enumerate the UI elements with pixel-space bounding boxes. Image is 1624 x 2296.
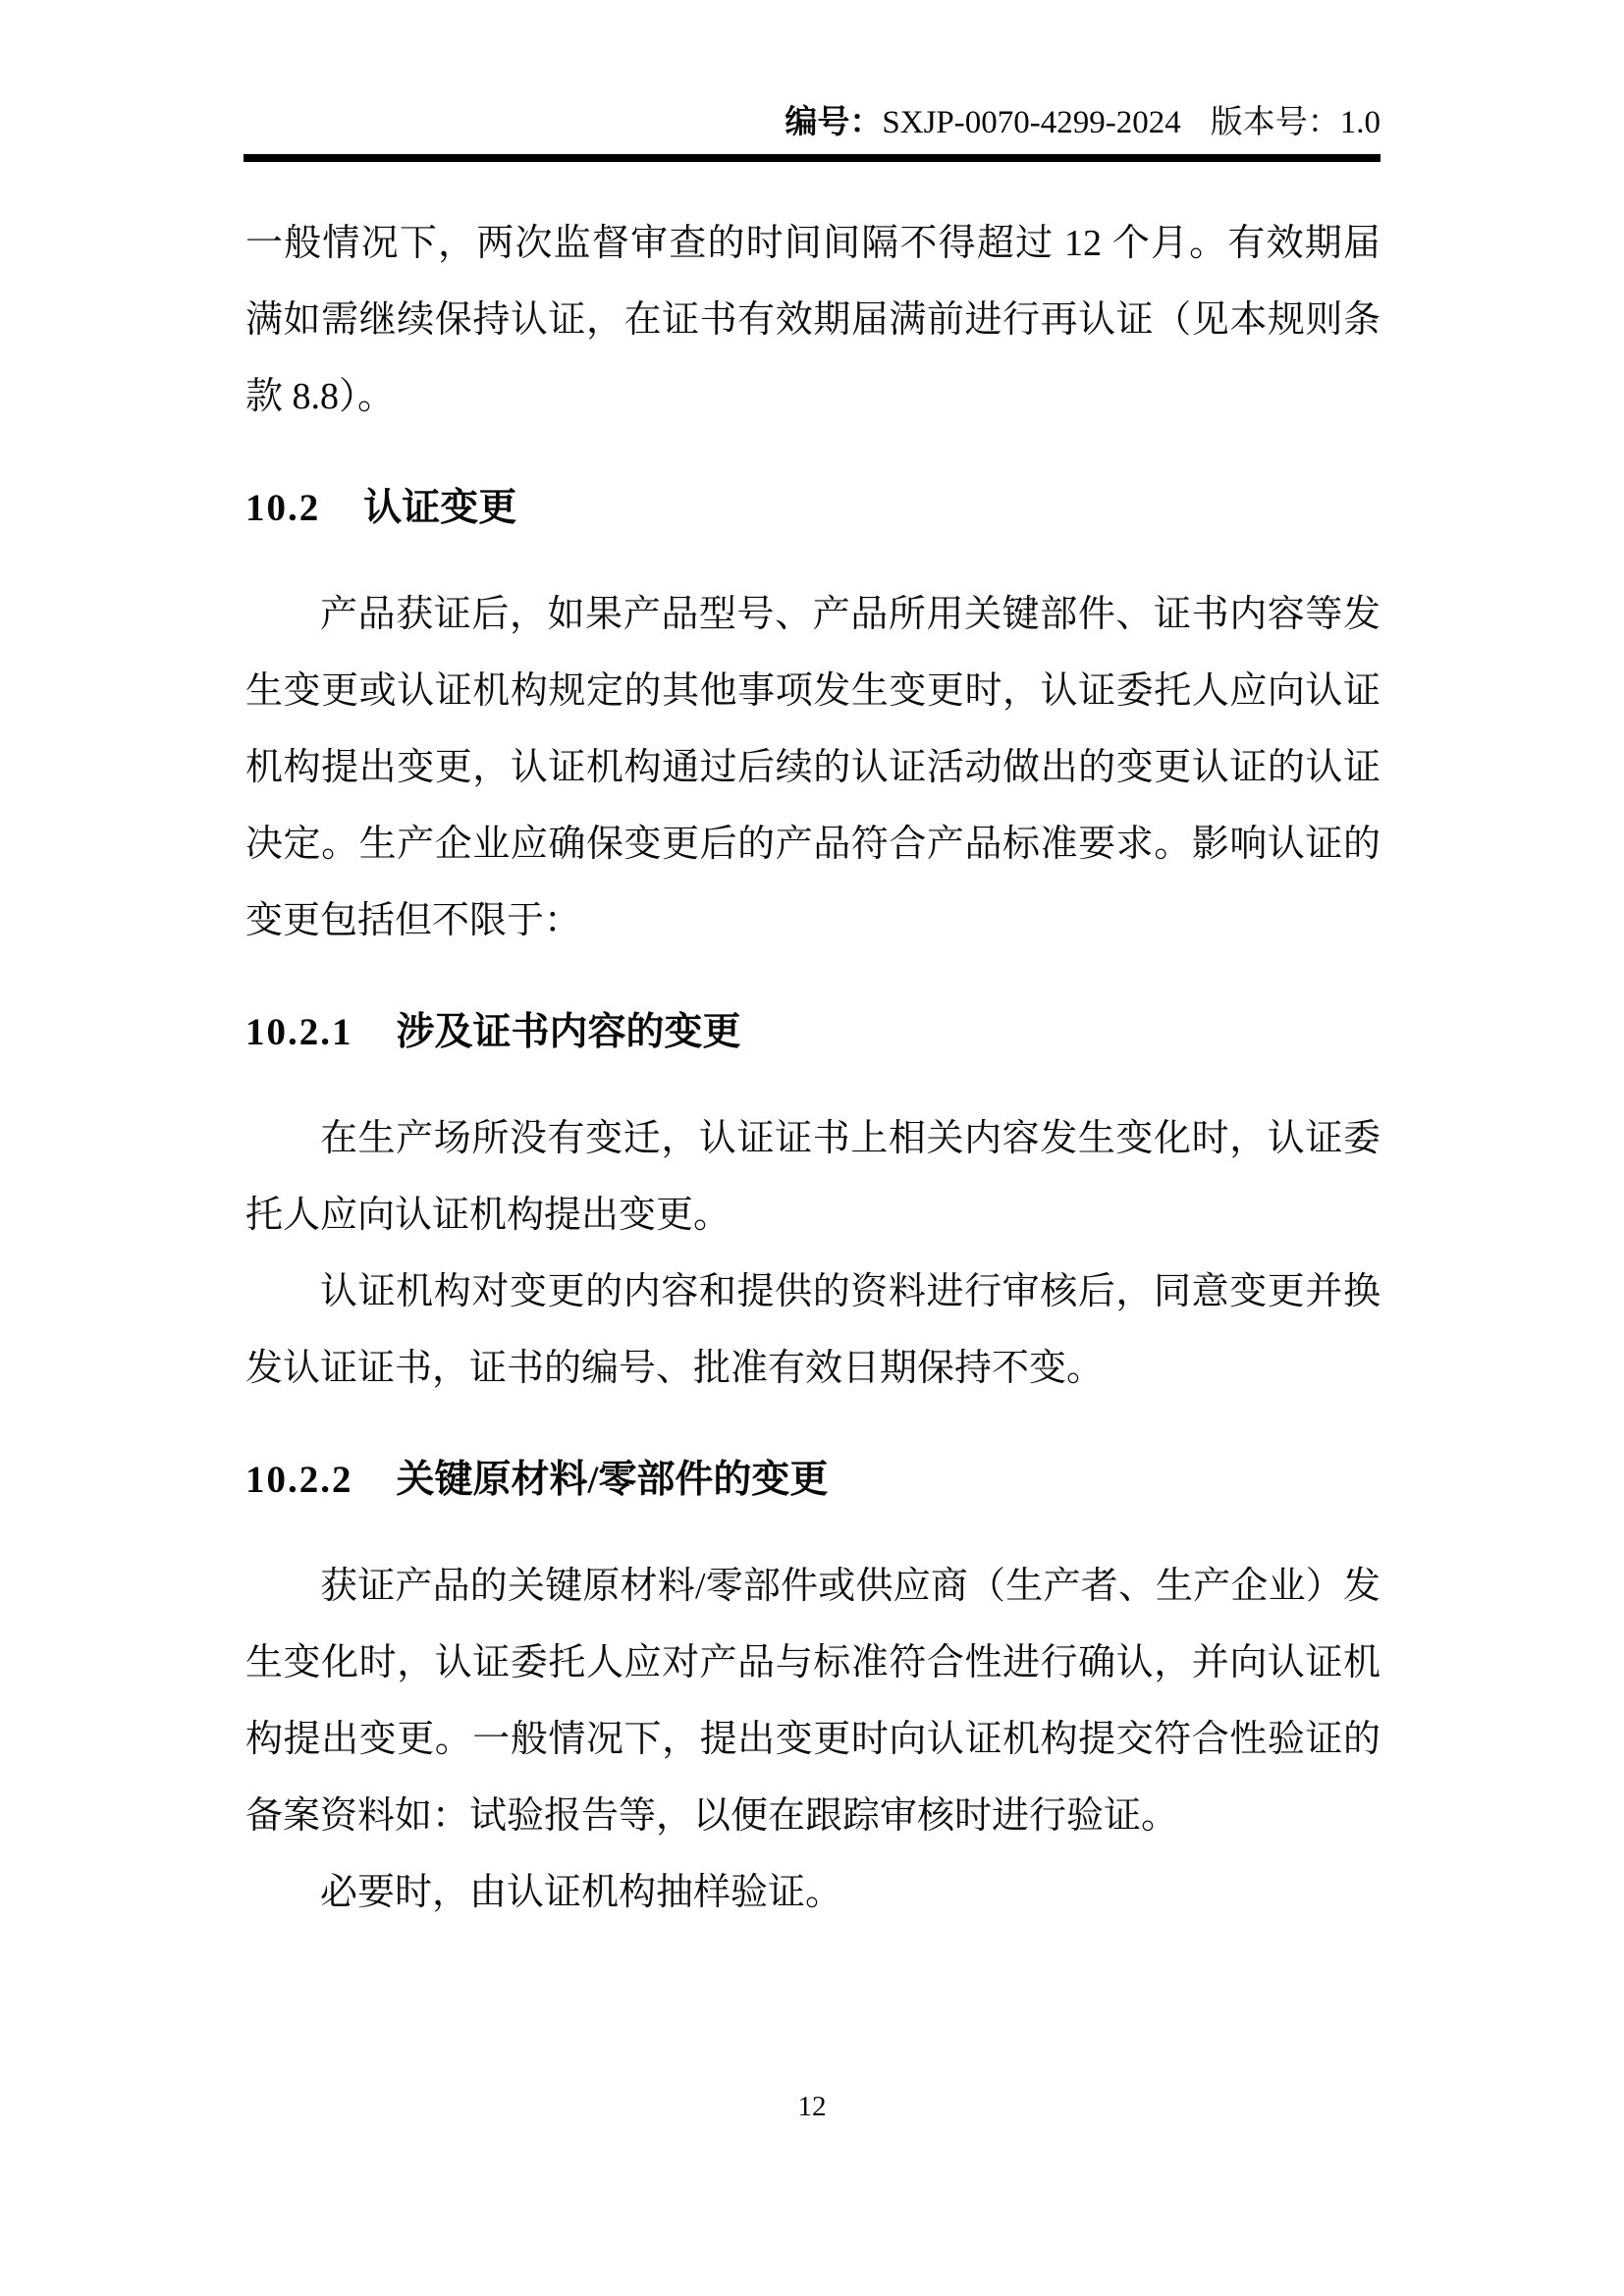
header-rule: [244, 154, 1380, 162]
version-label: 版本号：: [1210, 105, 1340, 140]
section-title: 关键原材料/零部件的变更: [396, 1459, 829, 1501]
paragraph-10-2-2-a: 获证产品的关键原材料/零部件或供应商（生产者、生产企业）发生变化时，认证委托人应对产品与标准符合性进行确认，并向认证机构提出变更。一般情况下，提出变更时向认证机构提交符合性验证的备案资料如：试验报告等，以便在跟踪审核时进行验证。: [245, 1566, 1380, 1837]
section-number: 10.2.2: [245, 1459, 353, 1501]
doc-number-value: SXJP-0070-4299-2024: [882, 105, 1181, 140]
document-body: [245, 205, 1380, 1931]
section-title: 认证变更: [363, 487, 517, 529]
section-number: 10.2: [245, 487, 321, 529]
paragraph-10-2-2-b: 必要时，由认证机构抽样验证。: [320, 1872, 843, 1913]
paragraph-continuation: 一般情况下，两次监督审查的时间间隔不得超过 12 个月。有效期届满如需继续保持认证，在证书有效期届满前进行再认证（见本规则条款 8.8）。: [245, 223, 1380, 417]
page-header: [245, 102, 1380, 143]
paragraph-10-2: 产品获证后，如果产品型号、产品所用关键部件、证书内容等发生变更或认证机构规定的其他事项发生变更时，认证委托人应向认证机构提出变更，认证机构通过后续的认证活动做出的变更认证的认证决定。生产企业应确保变更后的产品符合产品标准要求。影响认证的变更包括但不限于：: [245, 594, 1380, 941]
page-number: 12: [797, 2091, 827, 2122]
section-heading-10-2: [245, 470, 1380, 547]
doc-number-label: 编号：: [785, 105, 883, 140]
version-value: 1.0: [1339, 105, 1380, 140]
paragraph-10-2-1-b: 认证机构对变更的内容和提供的资料进行审核后，同意变更并换发认证证书，证书的编号、批准有效日期保持不变。: [245, 1271, 1380, 1389]
section-title: 涉及证书内容的变更: [396, 1011, 741, 1053]
section-number: 10.2.1: [245, 1011, 353, 1053]
paragraph-10-2-1-a: 在生产场所没有变迁，认证证书上相关内容发生变化时，认证委托人应向认证机构提出变更。: [245, 1118, 1380, 1236]
section-heading-10-2-2: [245, 1442, 1380, 1519]
section-heading-10-2-1: [245, 994, 1380, 1071]
